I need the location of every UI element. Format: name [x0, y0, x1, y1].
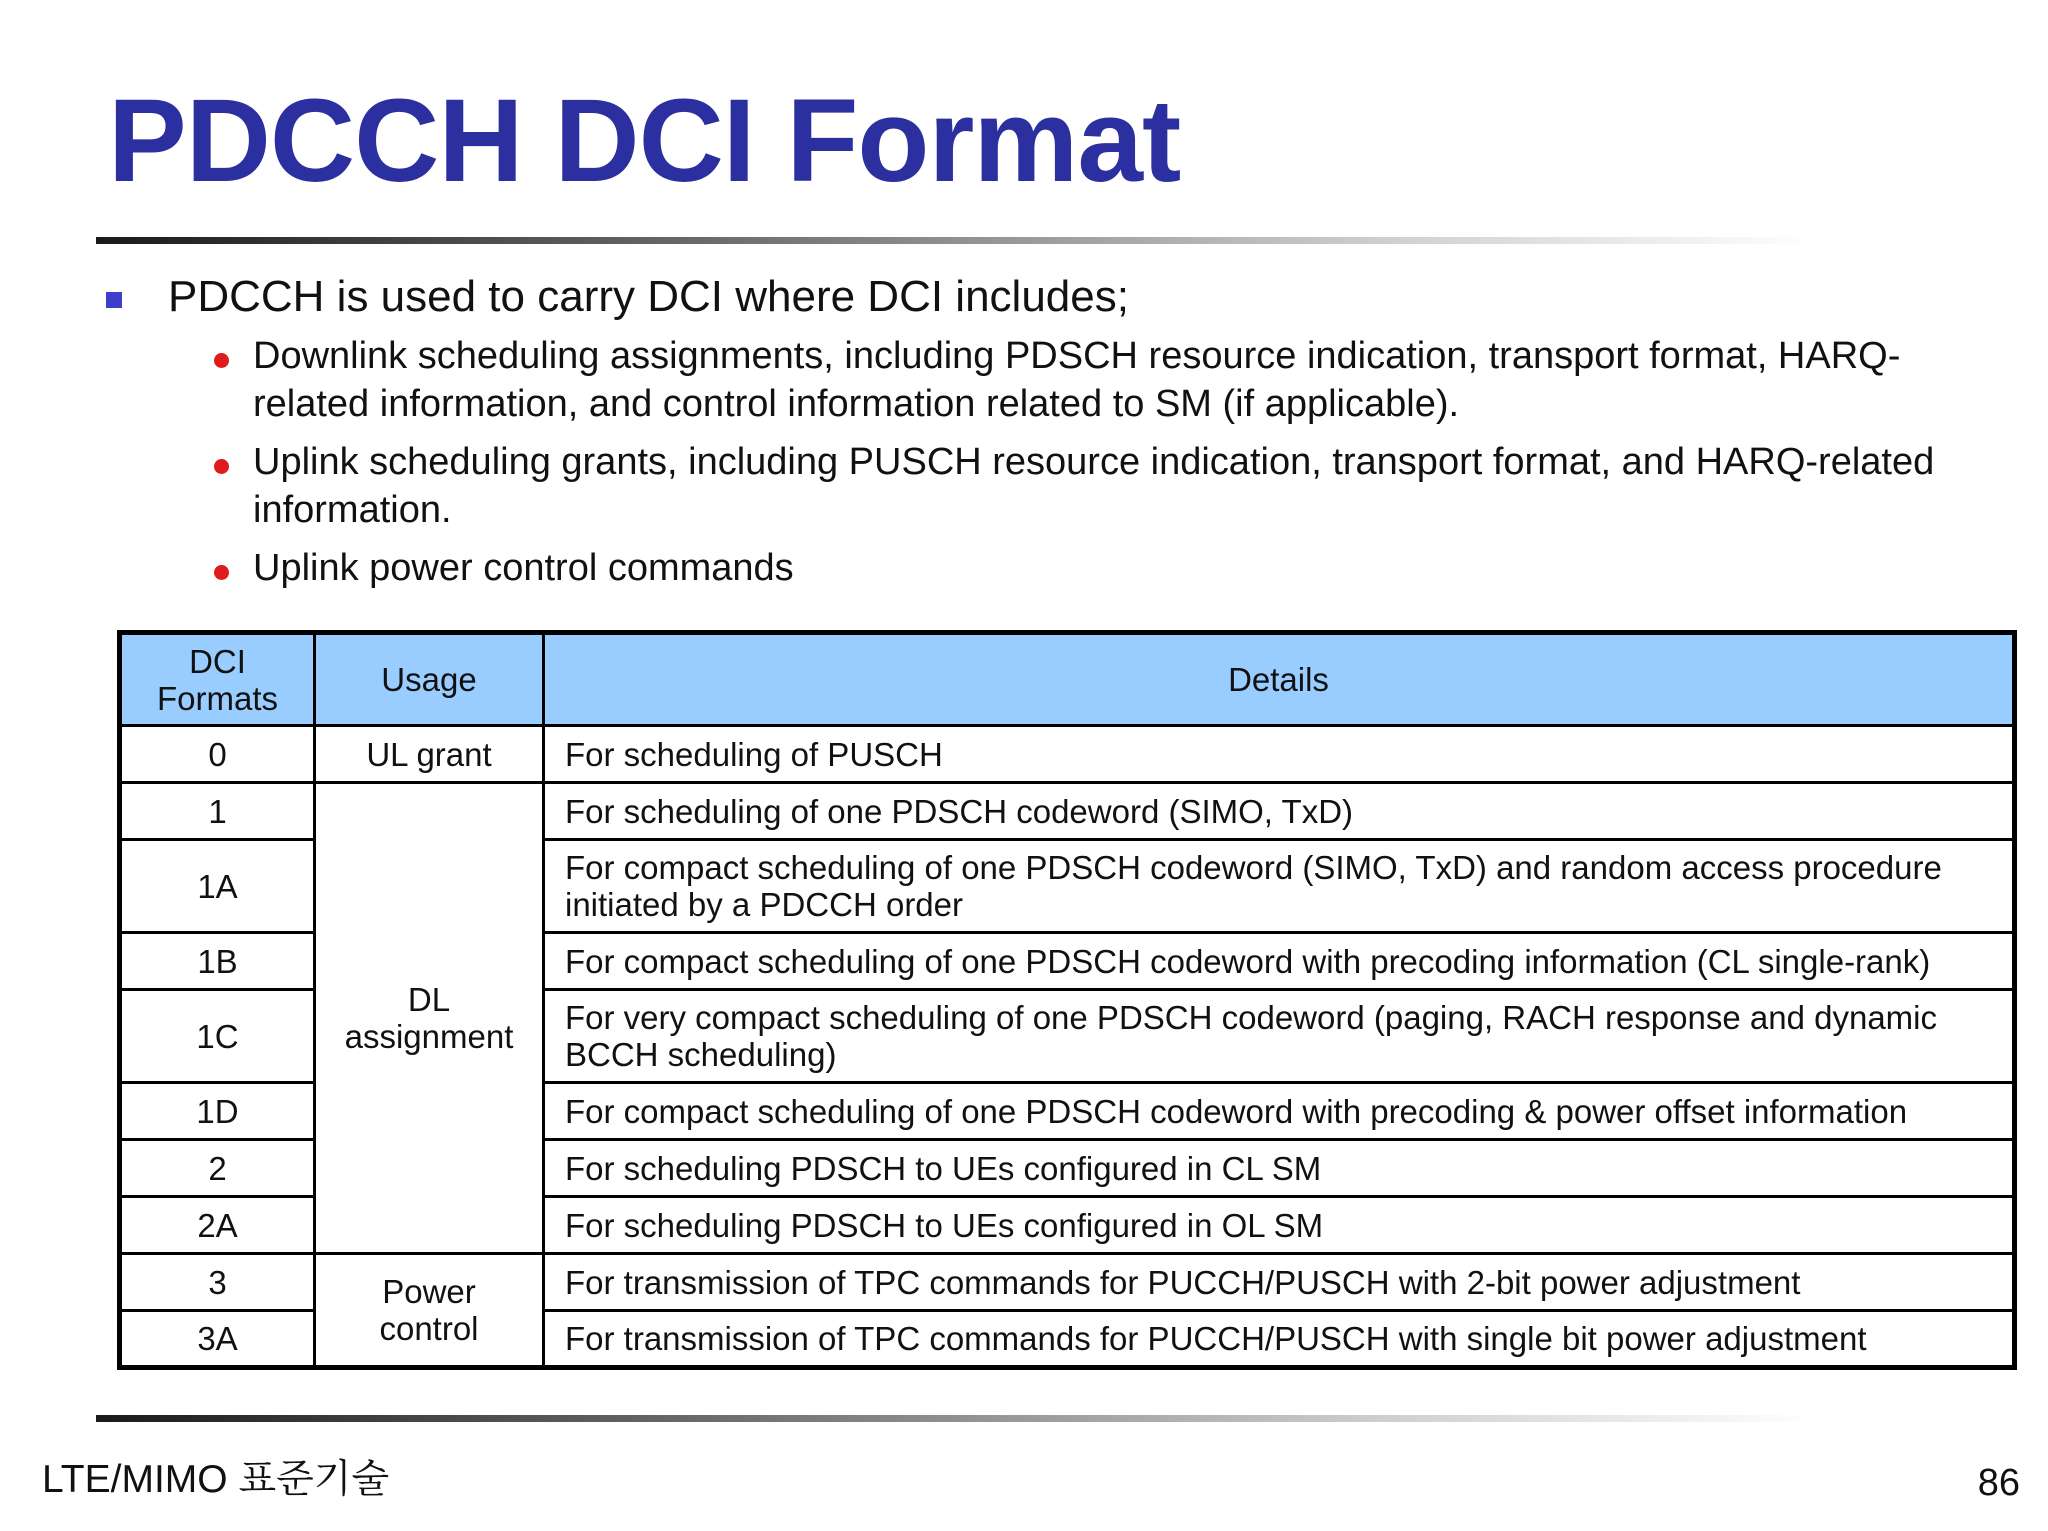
- cell-details: For transmission of TPC commands for PUCCH/PUSCH with 2-bit power adjustment: [544, 1254, 2015, 1311]
- cell-format: 1A: [120, 840, 315, 933]
- cell-format: 2: [120, 1140, 315, 1197]
- table-row: [120, 726, 2015, 783]
- cell-details: For scheduling of one PDSCH codeword (SIMO, TxD): [544, 783, 2015, 840]
- footer-divider: [96, 1415, 1816, 1422]
- sub-bullet-uplink-grants: Uplink scheduling grants, including PUSCH resource indication, transport format, and HARQ-related information.: [253, 441, 1935, 531]
- cell-format: 1C: [120, 990, 315, 1083]
- dot-bullet-icon: [214, 353, 229, 368]
- cell-details: For transmission of TPC commands for PUCCH/PUSCH with single bit power adjustment: [544, 1311, 2015, 1368]
- slide-title: PDCCH DCI Format: [108, 75, 1181, 207]
- sub-bullet-downlink: Downlink scheduling assignments, including PDSCH resource indication, transport format, HARQ-related information, and control information related to SM (if applicable).: [253, 335, 1901, 425]
- cell-details: For scheduling PDSCH to UEs configured in OL SM: [544, 1197, 2015, 1254]
- header-dci-formats: DCI Formats: [120, 633, 315, 726]
- cell-details: For compact scheduling of one PDSCH codeword with precoding information (CL single-rank): [544, 933, 2015, 990]
- table-row: [120, 783, 2015, 840]
- cell-format: 1: [120, 783, 315, 840]
- square-bullet-icon: [106, 292, 122, 308]
- page-number: 86: [1977, 1462, 2020, 1504]
- cell-usage: Power control: [315, 1254, 544, 1368]
- table-header-row: [120, 633, 2015, 726]
- cell-details: For scheduling PDSCH to UEs configured in CL SM: [544, 1140, 2015, 1197]
- header-details: Details: [544, 633, 2015, 726]
- bullet-intro: PDCCH is used to carry DCI where DCI includes;: [168, 272, 1129, 321]
- cell-details: For compact scheduling of one PDSCH codeword (SIMO, TxD) and random access procedure initiated by a PDCCH order: [544, 840, 2015, 933]
- dci-format-table: [117, 630, 2017, 1370]
- dot-bullet-icon: [214, 459, 229, 474]
- dot-bullet-icon: [214, 565, 229, 580]
- cell-format: 2A: [120, 1197, 315, 1254]
- cell-format: 1B: [120, 933, 315, 990]
- cell-details: For compact scheduling of one PDSCH codeword with precoding & power offset information: [544, 1083, 2015, 1140]
- cell-usage: UL grant: [315, 726, 544, 783]
- cell-format: 1D: [120, 1083, 315, 1140]
- cell-format: 0: [120, 726, 315, 783]
- cell-format: 3: [120, 1254, 315, 1311]
- cell-details: For very compact scheduling of one PDSCH codeword (paging, RACH response and dynamic BCCH scheduling): [544, 990, 2015, 1083]
- table-row: [120, 1254, 2015, 1311]
- cell-usage: DL assignment: [315, 783, 544, 1254]
- footer-course-title: LTE/MIMO 표준기술: [42, 1458, 390, 1501]
- header-usage: Usage: [315, 633, 544, 726]
- sub-bullet-power-control: Uplink power control commands: [253, 547, 794, 589]
- cell-details: For scheduling of PUSCH: [544, 726, 2015, 783]
- cell-format: 3A: [120, 1311, 315, 1368]
- title-divider: [96, 237, 1816, 244]
